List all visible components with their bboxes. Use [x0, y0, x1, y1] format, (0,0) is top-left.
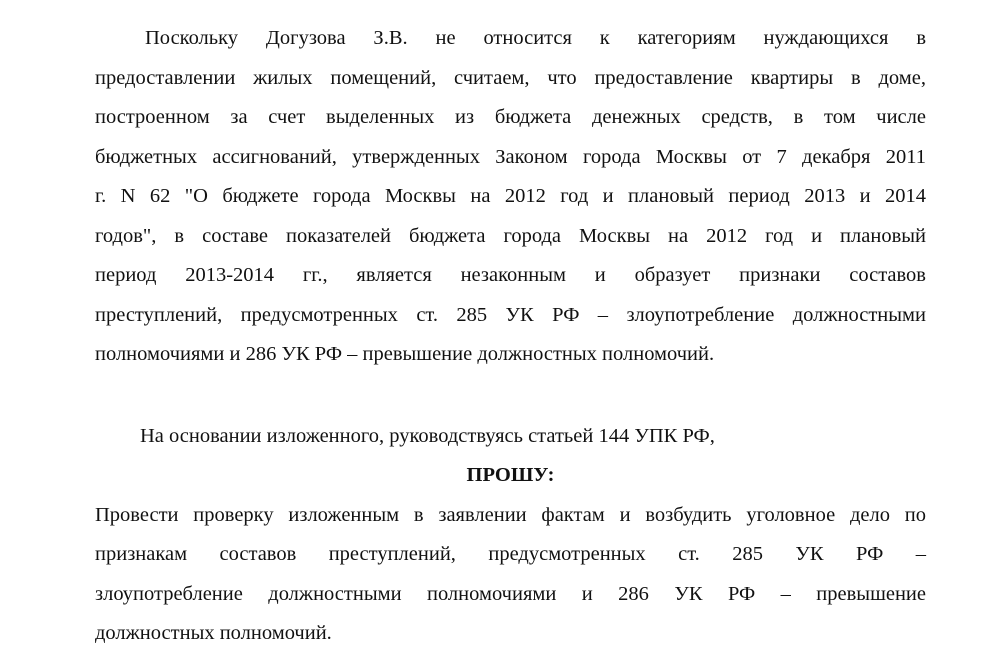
- text-line: бюджетных ассигнований, утвержденных Законом города Москвы от 7 декабря 2011: [95, 146, 926, 168]
- text-line: период 2013-2014 гг., является незаконным и образует признаки составов: [95, 264, 926, 286]
- text-line: Провести проверку изложенным в заявлении фактам и возбудить уголовное дело по: [95, 504, 926, 526]
- text-line: предоставлении жилых помещений, считаем, что предоставление квартиры в доме,: [95, 67, 926, 89]
- text-line: преступлений, предусмотренных ст. 285 УК РФ – злоупотребление должностными: [95, 304, 926, 326]
- text-line: признакам составов преступлений, предусмотренных ст. 285 УК РФ –: [95, 543, 926, 565]
- text-line: полномочиями и 286 УК РФ – превышение должностных полномочий.: [95, 343, 715, 365]
- request-heading: ПРОШУ:: [466, 464, 555, 486]
- text-line: Поскольку Догузова З.В. не относится к категориям нуждающихся в: [145, 27, 926, 49]
- text-line: годов", в составе показателей бюджета города Москвы на 2012 год и плановый: [95, 225, 926, 247]
- paragraph-basis: На основании изложенного, руководствуясь статьей 144 УПК РФ,: [140, 425, 715, 447]
- text-line: построенном за счет выделенных из бюджета денежных средств, в том числе: [95, 106, 926, 128]
- text-line: должностных полномочий.: [95, 622, 332, 644]
- text-line: г. N 62 "О бюджете города Москвы на 2012 год и плановый период 2013 и 2014: [95, 185, 926, 207]
- text-line: злоупотребление должностными полномочиями и 286 УК РФ – превышение: [95, 583, 926, 605]
